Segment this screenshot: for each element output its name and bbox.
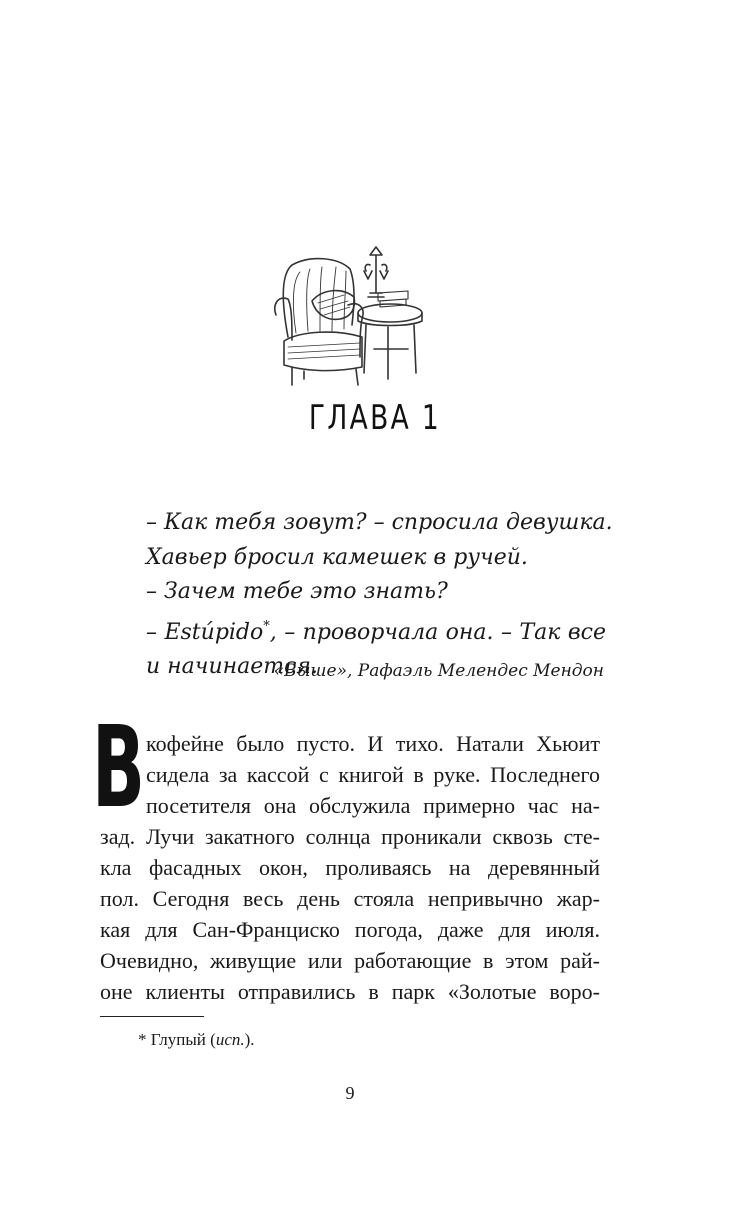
body-line: кая для Сан-Франциско погода, даже для июля. [100,917,600,942]
body-line: кофейне было пусто. И тихо. Натали Хьюит [146,731,600,756]
epigraph-line: – Как тебя зовут? – спросила девушка. [146,510,613,535]
body-line: Очевидно, живущие или работающие в этом рай- [100,948,600,973]
body-line: сидела за кассой с книгой в руке. Последнего [146,762,600,787]
body-line: пол. Сегодня весь день стояла непривычно жар- [100,886,600,911]
armchair-lamp-illustration [270,245,430,400]
footnote [138,1030,255,1050]
footnote-divider [100,1016,204,1017]
page-number: 9 [345,1083,355,1103]
chapter-title: ГЛАВА 1 [308,398,442,438]
footnote-note: исп. [215,1030,245,1049]
epigraph-line: и начинается. [146,654,318,679]
epigraph-line [146,610,606,651]
epigraph-line: Хавьер бросил камешек в ручей. [146,544,528,570]
body-line: кла фасадных окон, проливаясь на деревянный [100,855,600,880]
footnote-marker: * [263,618,270,634]
epigraph-attribution: «Выше», Рафаэль Мелендес Мендон [273,661,604,681]
body-paragraph [100,728,600,1007]
footnote-text: Глупый ( [150,1030,216,1049]
footnote-close: ). [244,1030,255,1049]
footnote-mark: * [138,1030,147,1049]
body-line: зад. Лучи закатного солнца проникали сквозь сте- [100,824,600,849]
epigraph-line: – Зачем тебе это знать? [146,579,448,604]
drop-cap: В [92,703,145,833]
body-line: посетителя она обслужила примерно час на- [146,793,600,818]
body-line: оне клиенты отправились в парк «Золотые воро- [100,979,600,1004]
epigraph-line-rest: , – проворчала она. – Так все [269,619,606,645]
epigraph-word: – Estúpido [146,619,264,645]
epigraph [146,506,613,685]
